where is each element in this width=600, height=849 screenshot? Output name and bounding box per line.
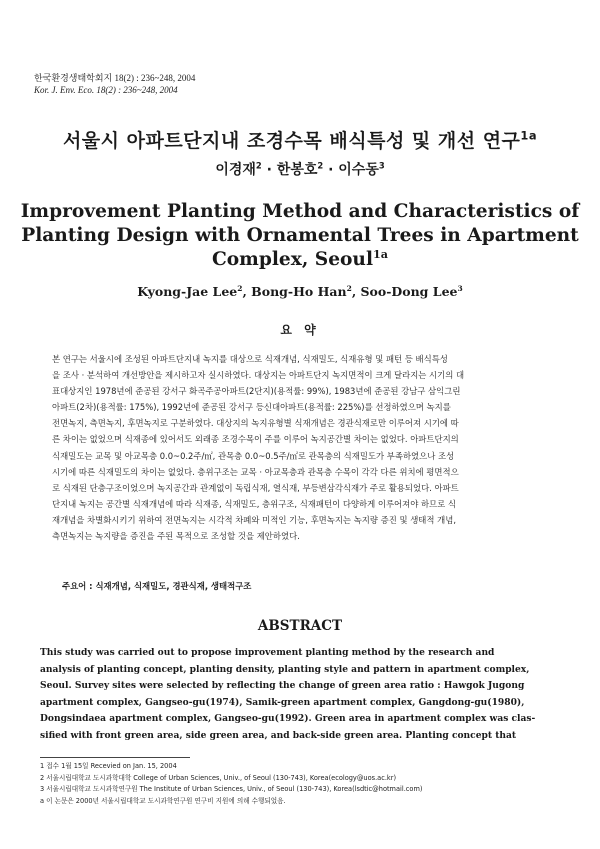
english-title-line: Improvement Planting Method and Characteristics of <box>20 201 580 222</box>
keyword-separator: , <box>204 581 211 591</box>
abstract-line: Seoul. Survey sites were selected by reflecting the change of green area ratio : Hawgok Jugong <box>40 680 525 691</box>
summary-line: 전면녹지, 측면녹지, 후면녹지로 구분하였다. 대상지의 녹지유형별 식재개념은 경관식재로만 이루어져 시기에 따 <box>52 418 459 429</box>
korean-author-affiliation-mark: 3 <box>378 160 385 171</box>
korean-summary-heading: 요 약 <box>280 323 320 337</box>
keyword-separator: , <box>166 581 173 591</box>
footnote: 3 서울시립대학교 도시과학연구원 The Institute of Urban Sciences, Univ., of Seoul (130-743), Korea(lsdtic@hotmail.com) <box>40 785 423 793</box>
keywords <box>62 579 542 593</box>
keyword: 식재개념 <box>95 581 128 591</box>
footnote: a 이 논문은 2000년 서울시립대학교 도시과학연구원 연구비 지원에 의해 수행되었음. <box>40 796 286 805</box>
korean-title <box>20 128 580 154</box>
summary-line: 아파트(2차)(용적률: 175%), 1992년에 준공된 강서구 등신대아파트(용적률: 225%)를 선정하였으며 녹지를 <box>52 402 451 413</box>
summary-line: 을 조사 · 분석하여 개선방안을 제시하고자 실시하였다. 대상지는 아파트단지 녹지면적이 크게 달라지는 시기의 대 <box>52 370 465 381</box>
summary-line: 시기에 따른 식재밀도의 차이는 없었다. 층위구조는 교목 · 아교목층과 관목층 수목이 각각 다른 위치에 평면적으 <box>52 466 459 477</box>
english-title <box>20 200 580 272</box>
journal-citation <box>34 72 334 96</box>
korean-summary <box>52 351 552 544</box>
summary-line: 로 식재된 단층구조이었으며 녹지공간과 관계없이 독립식재, 열식재, 부등변삼각식재가 주로 활용되었다. 아파트 <box>52 482 459 493</box>
summary-line: 른 차이는 없었으며 식재종에 있어서도 외래종 조경수목이 주를 이루어 녹지공간별 차이는 없었다. 아파트단지의 <box>52 434 459 445</box>
author-separator: , <box>242 284 252 299</box>
korean-author: 한봉호 <box>276 162 318 178</box>
english-title-line: Planting Design with Ornamental Trees in Apartment <box>21 225 579 246</box>
abstract-line: apartment complex, Gangseo-gu(1974), Samik-green apartment complex, Gangdong-gu(1980), <box>40 696 525 708</box>
author-separator: · <box>261 162 277 178</box>
korean-authors <box>20 160 580 180</box>
keyword: 생태적구조 <box>210 581 252 591</box>
author-separator: , <box>351 284 361 299</box>
english-author-affiliation-mark: 2 <box>237 283 243 293</box>
english-title-footnote-mark: 1a <box>373 247 389 261</box>
abstract-line: analysis of planting concept, planting density, planting style and pattern in apartment complex, <box>40 663 530 675</box>
english-author: Soo-Dong Lee <box>360 284 458 299</box>
abstract-line: sified with front green area, side green area, and back-side green area. Planting concept that <box>40 729 517 741</box>
korean-author: 이수동 <box>338 162 379 178</box>
journal-citation-korean: 한국환경생태학회지 18(2) : 236~248, 2004 <box>34 73 196 83</box>
abstract-line: This study was carried out to propose improvement planting method by the research and <box>40 647 495 658</box>
footnote: 1 접수 1월 15일 Recevied on Jan. 15, 2004 <box>40 762 177 770</box>
korean-title-footnote-mark: 1a <box>520 128 538 143</box>
keyword: 식재밀도 <box>133 581 167 591</box>
english-author: Kyong-Jae Lee <box>137 284 238 299</box>
english-title-line: Complex, Seoul <box>211 249 374 270</box>
korean-author-affiliation-mark: 2 <box>255 160 262 171</box>
abstract-body <box>40 645 565 744</box>
summary-line: 측면녹지는 녹지량을 증진을 주된 목적으로 조성할 것을 제안하였다. <box>52 531 300 542</box>
keyword-separator: , <box>127 581 134 591</box>
english-authors <box>20 283 580 301</box>
abstract-heading: ABSTRACT <box>257 618 343 634</box>
footnote-divider <box>40 757 190 758</box>
korean-author-affiliation-mark: 2 <box>317 160 324 171</box>
footnotes <box>40 761 560 807</box>
author-separator: · <box>323 162 339 178</box>
summary-line: 식재밀도는 교목 및 아교목층 0.0~0.2주/㎡, 관목층 0.0~0.5주/㎡로 관목층의 식재밀도가 부족하였으나 조성 <box>52 450 455 461</box>
summary-line: 재개념을 차별화시키기 위하여 전면녹지는 시각적 차폐와 미적인 기능, 후면녹지는 녹지량 증진 및 생태적 개념, <box>52 514 456 525</box>
korean-title-text: 서울시 아파트단지내 조경수목 배식특성 및 개선 연구 <box>62 130 521 152</box>
english-author-affiliation-mark: 3 <box>457 283 463 293</box>
footnote: 2 서울시립대학교 도시과학대학 College of Urban Sciences, Univ., of Seoul (130-743), Korea(ecology@uos.ac.kr) <box>40 773 397 782</box>
keywords-label: 주요어 : <box>62 581 93 591</box>
english-title-last-line <box>20 248 580 272</box>
summary-line: 표대상지인 1978년에 준공된 강서구 화곡주공아파트(2단지)(용적률: 99%), 1983년에 준공된 강남구 삼익그린 <box>52 386 461 397</box>
summary-line: 본 연구는 서울시에 조성된 아파트단지내 녹지를 대상으로 식재개념, 식재밀도, 식재유형 및 패턴 등 배식특성 <box>52 354 448 364</box>
english-author-affiliation-mark: 2 <box>346 283 352 293</box>
keyword: 경관식재 <box>172 581 205 591</box>
journal-citation-english: Kor. J. Env. Eco. 18(2) : 236~248, 2004 <box>34 85 178 95</box>
korean-author: 이경재 <box>215 162 256 178</box>
summary-line: 단지내 녹지는 공간별 식재개념에 따라 식재종, 식재밀도, 층위구조, 식재패턴이 다양하게 이루어져야 하므로 식 <box>52 498 456 509</box>
english-author: Bong-Ho Han <box>251 284 347 299</box>
abstract-line: Dongsindaea apartment complex, Gangseo-gu(1992). Green area in apartment complex was clas- <box>40 713 536 724</box>
